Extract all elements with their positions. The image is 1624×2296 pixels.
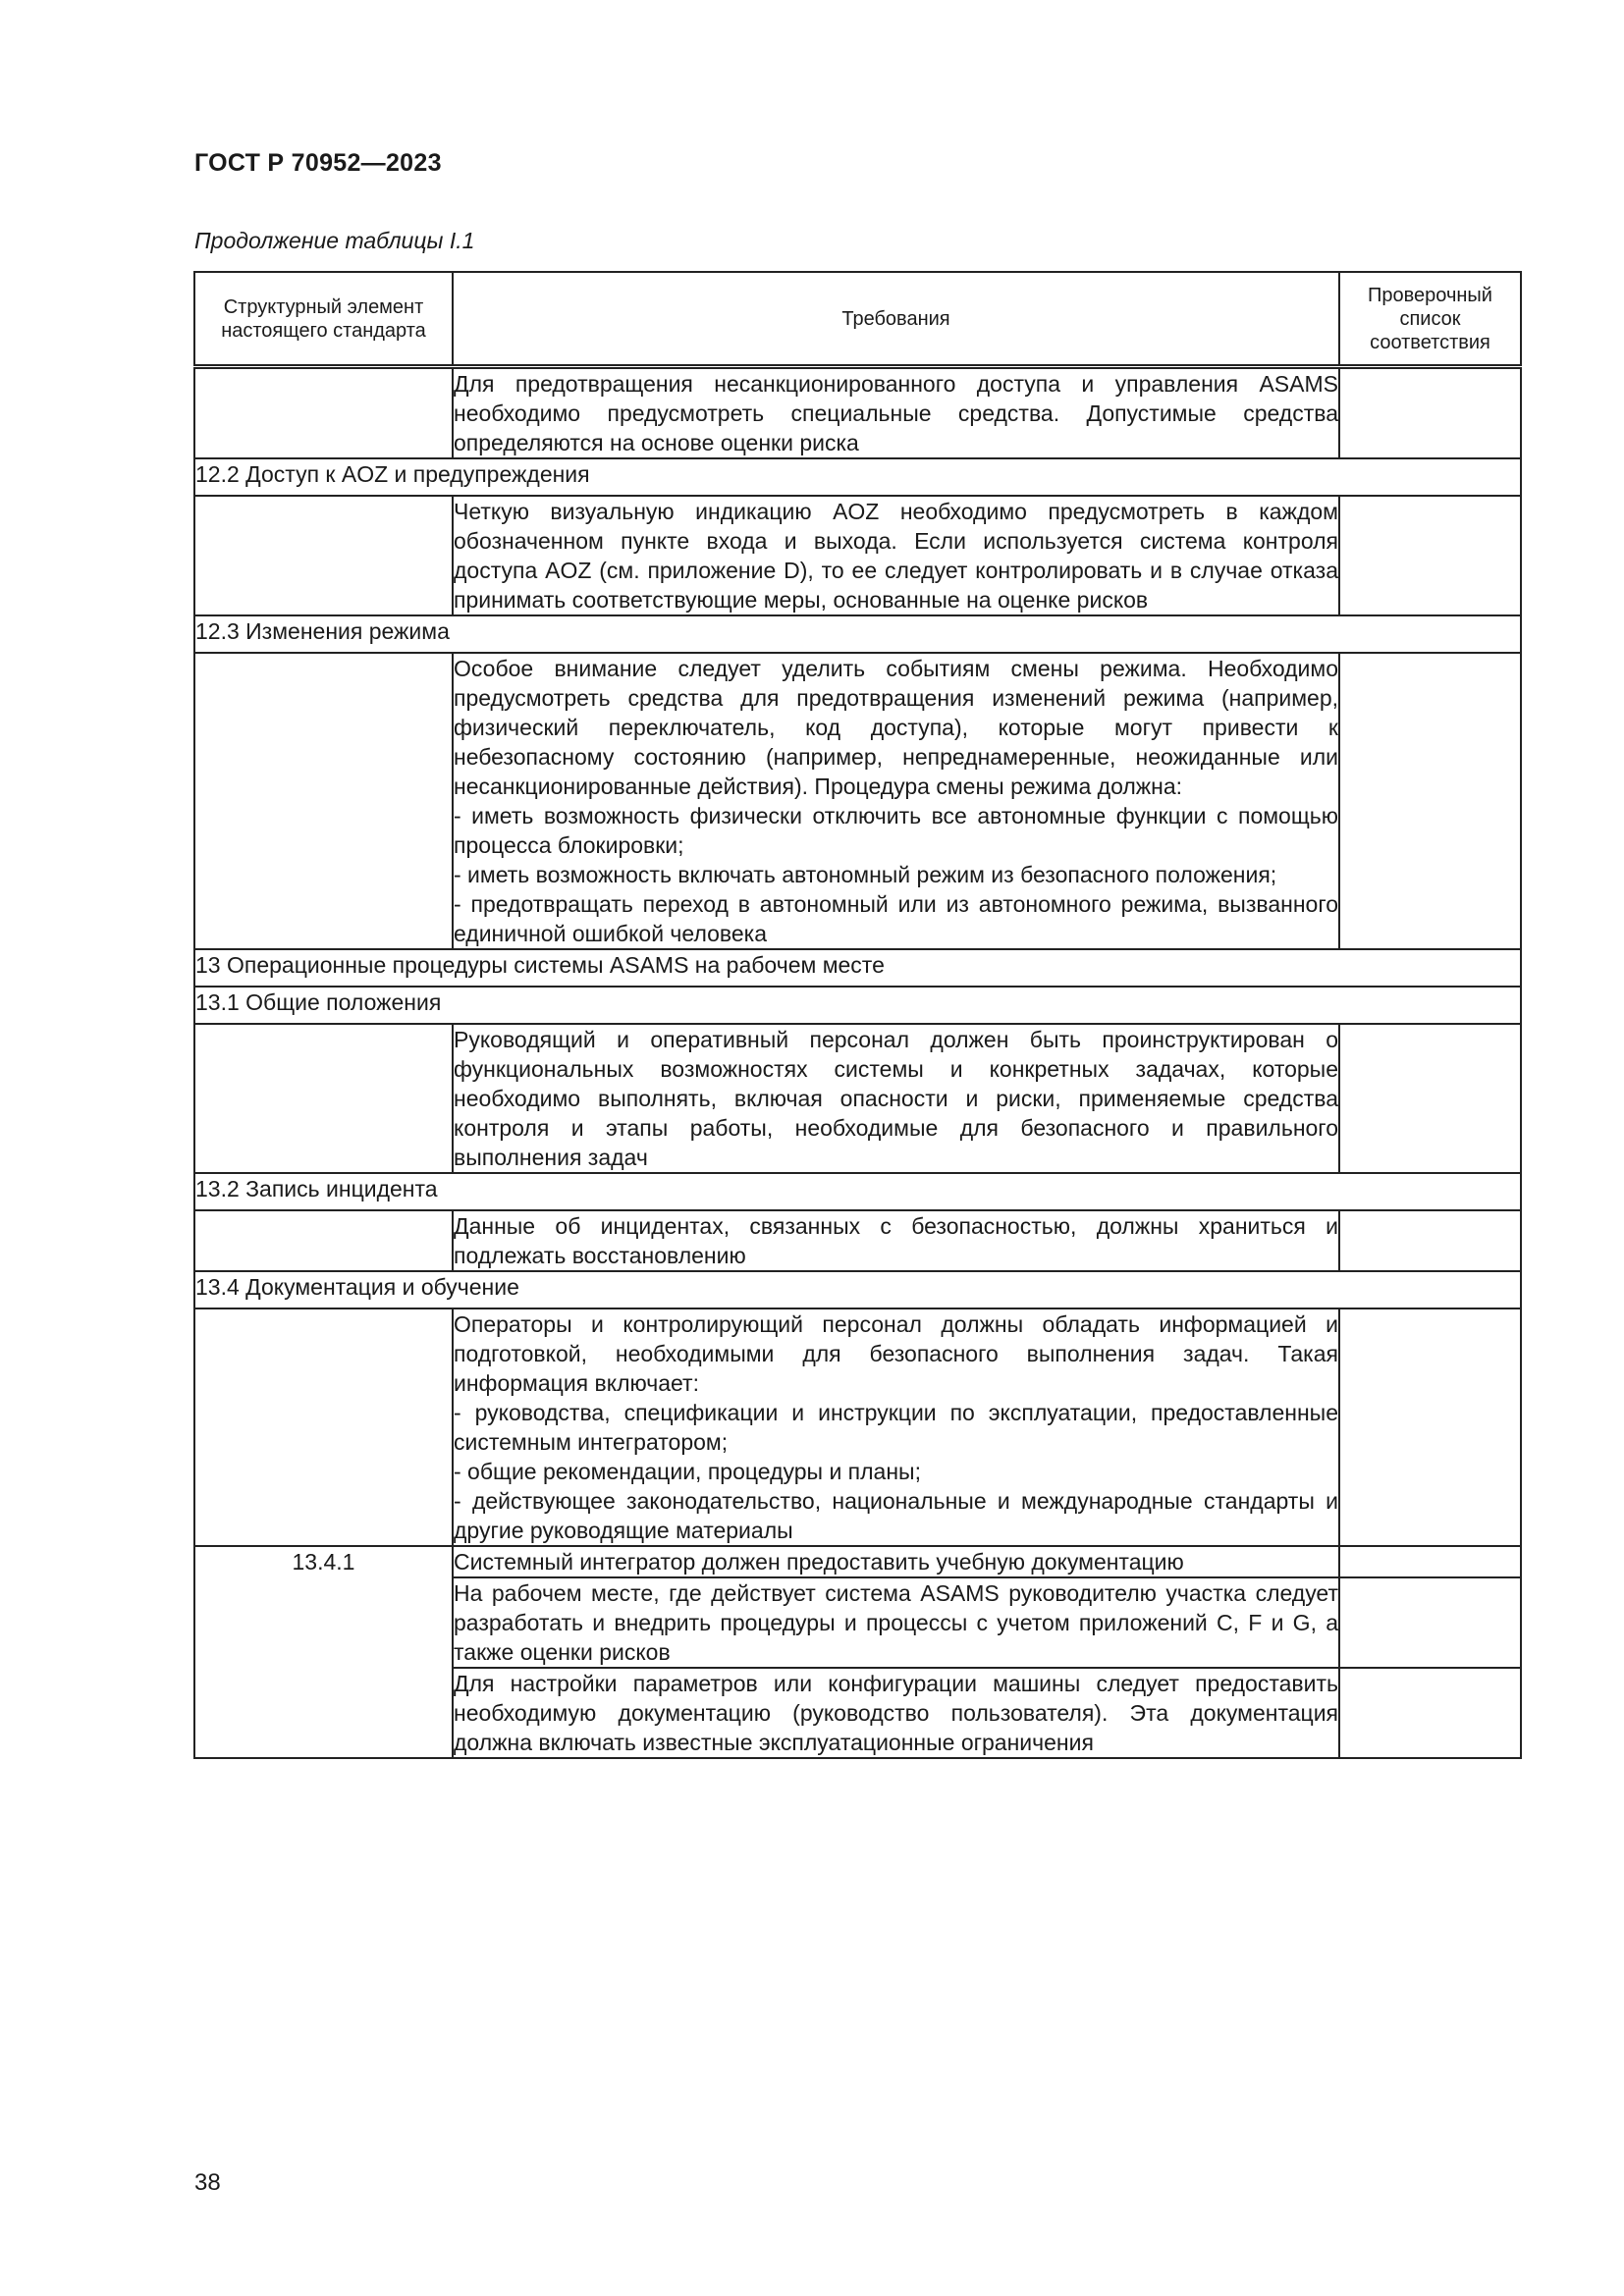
- section-title: 13 Операционные процедуры системы ASAMS на рабочем месте: [194, 949, 1521, 987]
- checklist-cell: [1339, 653, 1521, 949]
- section-title: 12.3 Изменения режима: [194, 615, 1521, 653]
- table-row: [194, 367, 1521, 459]
- requirement-list-item: - иметь возможность включать автономный режим из безопасного положения;: [454, 862, 1277, 887]
- table-row: [194, 496, 1521, 615]
- requirement-list-item: - иметь возможность физически отключить все автономные функции с помощью процесса блокировки;: [454, 803, 1338, 858]
- table-row: [194, 1210, 1521, 1271]
- requirement-text: Данные об инцидентах, связанных с безопасностью, должны храниться и подлежать восстановлению: [453, 1210, 1339, 1271]
- requirement-list-item: - руководства, спецификации и инструкции по эксплуатации, предоставленные системным интегратором;: [454, 1400, 1338, 1455]
- clause-number: 13.4.1: [194, 1546, 453, 1758]
- clause-cell: [194, 496, 453, 615]
- checklist-cell: [1339, 1024, 1521, 1173]
- document-code: ГОСТ Р 70952—2023: [194, 149, 442, 177]
- requirement-list-item: - предотвращать переход в автономный или из автономного режима, вызванного единичной ошибкой человека: [454, 891, 1338, 946]
- table-row: [194, 653, 1521, 949]
- section-row: [194, 1271, 1521, 1308]
- requirement-text: [453, 653, 1339, 949]
- column-header-element: Структурный элемент настоящего стандарта: [194, 272, 453, 367]
- clause-cell: [194, 653, 453, 949]
- clause-cell: [194, 1210, 453, 1271]
- page-number: 38: [194, 2169, 221, 2196]
- checklist-cell: [1339, 1668, 1521, 1758]
- clause-cell: [194, 367, 453, 459]
- requirement-paragraph: Операторы и контролирующий персонал должны обладать информацией и подготовкой, необходимыми для безопасного выполнения задач. Такая информация включает:: [454, 1311, 1338, 1396]
- clause-cell: [194, 1308, 453, 1546]
- section-row: [194, 458, 1521, 496]
- requirement-text: Системный интегратор должен предоставить учебную документацию: [453, 1546, 1339, 1577]
- requirement-text: На рабочем месте, где действует система ASAMS руководителю участка следует разработать и внедрить процедуры и процессы с учетом приложений C, F и G, а также оценки рисков: [453, 1577, 1339, 1668]
- requirements-table: [193, 271, 1522, 1759]
- requirement-list-item: - действующее законодательство, национальные и международные стандарты и другие руководящие материалы: [454, 1488, 1338, 1543]
- requirement-text: Четкую визуальную индикацию AOZ необходимо предусмотреть в каждом обозначенном пункте входа и выхода. Если используется система контроля доступа AOZ (см. приложение D), то ее следует контролировать и в случае отказа принимать соответствующие меры, основанные на оценке рисков: [453, 496, 1339, 615]
- checklist-cell: [1339, 496, 1521, 615]
- requirement-text: Для предотвращения несанкционированного доступа и управления ASAMS необходимо предусмотреть специальные средства. Допустимые средства определяются на основе оценки риска: [453, 367, 1339, 459]
- requirement-paragraph: Особое внимание следует уделить событиям смены режима. Необходимо предусмотреть средства для предотвращения изменений режима (например, физический переключатель, код доступа), которые могут привести к небезопасному состоянию (например, непреднамеренные, неожиданные или несанкционированные действия). Процедура смены режима должна:: [454, 656, 1338, 799]
- requirement-text: [453, 1308, 1339, 1546]
- column-header-checklist: Проверочный список соответствия: [1339, 272, 1521, 367]
- checklist-cell: [1339, 367, 1521, 459]
- table-row: [194, 1546, 1521, 1577]
- checklist-cell: [1339, 1308, 1521, 1546]
- table-header-row: [194, 272, 1521, 367]
- section-title: 12.2 Доступ к AOZ и предупреждения: [194, 458, 1521, 496]
- section-title: 13.4 Документация и обучение: [194, 1271, 1521, 1308]
- checklist-cell: [1339, 1210, 1521, 1271]
- table-caption: Продолжение таблицы I.1: [194, 228, 475, 253]
- requirement-text: Для настройки параметров или конфигурации машины следует предоставить необходимую документацию (руководство пользователя). Эта документация должна включать известные эксплуатационные ограничения: [453, 1668, 1339, 1758]
- clause-cell: [194, 1024, 453, 1173]
- table-row: [194, 1308, 1521, 1546]
- section-row: [194, 615, 1521, 653]
- column-header-requirements: Требования: [453, 272, 1339, 367]
- section-title: 13.1 Общие положения: [194, 987, 1521, 1024]
- section-row: [194, 1173, 1521, 1210]
- table-row: [194, 1024, 1521, 1173]
- checklist-cell: [1339, 1577, 1521, 1668]
- section-row: [194, 987, 1521, 1024]
- section-row: [194, 949, 1521, 987]
- section-title: 13.2 Запись инцидента: [194, 1173, 1521, 1210]
- requirement-text: Руководящий и оперативный персонал должен быть проинструктирован о функциональных возможностях системы и конкретных задачах, которые необходимо выполнять, включая опасности и риски, применяемые средства контроля и этапы работы, необходимые для безопасного и правильного выполнения задач: [453, 1024, 1339, 1173]
- requirement-list-item: - общие рекомендации, процедуры и планы;: [454, 1459, 921, 1484]
- checklist-cell: [1339, 1546, 1521, 1577]
